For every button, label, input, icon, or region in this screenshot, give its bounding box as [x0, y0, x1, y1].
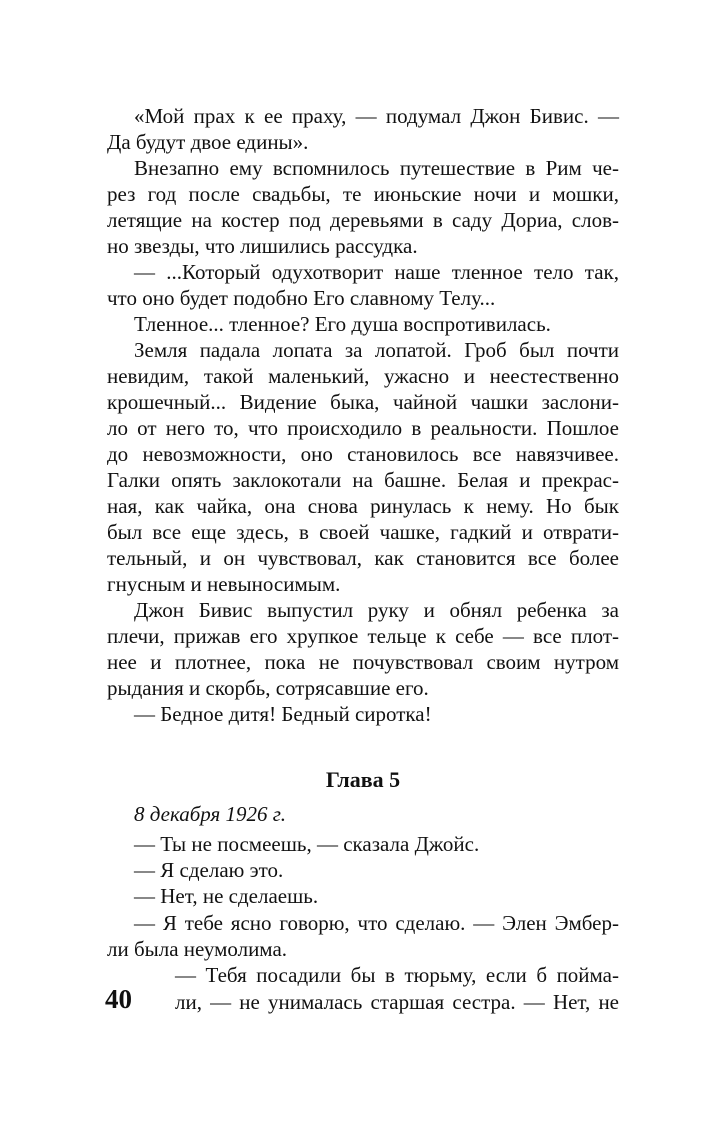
text-line: нее и плотнее, пока не почувствовал своим нутром [107, 650, 619, 674]
text-line: ли, — не унималась старшая сестра. — Нет, не [175, 990, 619, 1014]
text-line: Земля падала лопата за лопатой. Гроб был почти [134, 338, 619, 362]
text-line: Галки опять заклокотали на башне. Белая и прекрас- [107, 468, 619, 492]
text-line: — Бедное дитя! Бедный сиротка! [134, 702, 432, 726]
page-number: 40 [105, 984, 132, 1014]
text-line: ная, как чайка, она снова ринулась к нему. Но бык [107, 494, 619, 518]
text-line: Джон Бивис выпустил руку и обнял ребенка за [134, 598, 619, 622]
text-line: Тленное... тленное? Его душа воспротивилась. [134, 312, 551, 336]
text-line: Да будут двое едины». [107, 130, 309, 154]
text-line: «Мой прах к ее праху, — подумал Джон Бивис. — [134, 104, 619, 128]
text-line: ли была неумолима. [107, 937, 288, 961]
text-line: что оно будет подобно Его славному Телу... [107, 286, 496, 310]
text-line: летящие на костер под деревьями в саду Дориа, слов- [107, 208, 619, 232]
text-line: — Я сделаю это. [134, 858, 284, 882]
text-line: гнусным и невыносимым. [107, 572, 341, 596]
text-line: — Нет, не сделаешь. [134, 884, 319, 908]
chapter-date: 8 декабря 1926 г. [134, 802, 286, 826]
text-line: плечи, прижав его хрупкое тельце к себе — все плот- [107, 624, 619, 648]
text-line: Внезапно ему вспомнилось путешествие в Рим че- [134, 156, 619, 180]
text-line: — Тебя посадили бы в тюрьму, если б пойма- [175, 963, 619, 987]
text-line: до невозможности, оно становилось все навязчивее. [107, 442, 619, 466]
text-line: тельный, и он чувствовал, как становится все более [107, 546, 619, 570]
text-line: но звезды, что лишились рассудка. [107, 234, 418, 258]
text-line: — Ты не посмеешь, — сказала Джойс. [134, 832, 480, 856]
text-line: ло от него то, что происходило в реальности. Пошлое [107, 416, 619, 440]
text-line: — ...Который одухотворит наше тленное тело так, [134, 260, 619, 284]
text-line: был все еще здесь, в своей чашке, гадкий и отврати- [107, 520, 619, 544]
chapter-title: Глава 5 [325, 767, 401, 792]
text-line: — Я тебе ясно говорю, что сделаю. — Элен Эмбер- [134, 911, 619, 935]
text-line: рыдания и скорбь, сотрясавшие его. [107, 676, 429, 700]
text-line: невидим, такой маленький, ужасно и неестественно [107, 364, 619, 388]
text-line: рез год после свадьбы, те июньские ночи и мошки, [107, 182, 619, 206]
text-line: крошечный... Видение быка, чайной чашки заслони- [107, 390, 619, 414]
